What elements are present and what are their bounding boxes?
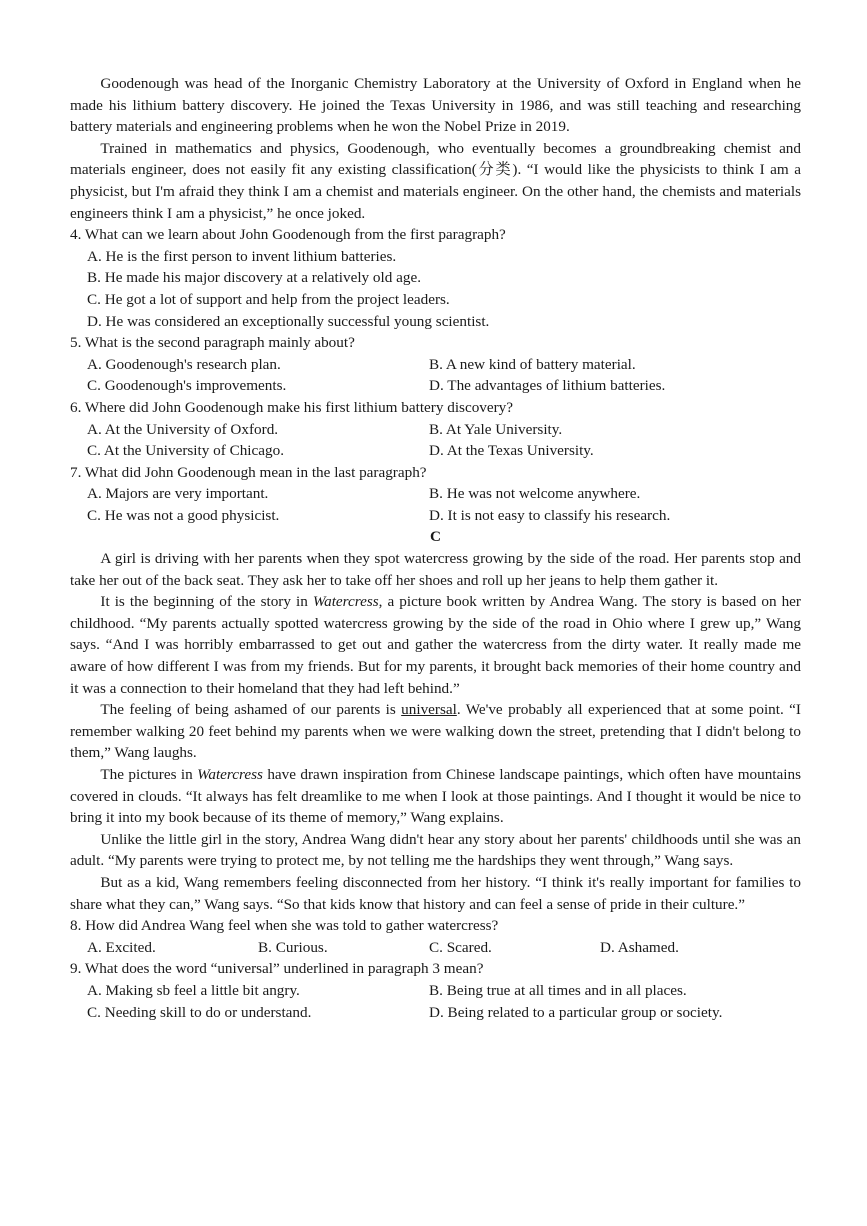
question-5-option-c[interactable]: C. Goodenough's improvements. bbox=[87, 377, 287, 395]
question-4-stem: 4. What can we learn about John Goodenough from the first paragraph? bbox=[70, 226, 506, 244]
underlined-word-universal: universal bbox=[401, 701, 457, 719]
question-8-options-row bbox=[70, 937, 801, 959]
question-8-option-d[interactable]: D. Ashamed. bbox=[600, 938, 679, 956]
book-title: Watercress bbox=[312, 593, 379, 611]
question-6-option-d[interactable]: D. At the Texas University. bbox=[429, 442, 594, 460]
question-7-option-a[interactable]: A. Majors are very important. bbox=[87, 485, 269, 503]
question-5-stem: 5. What is the second paragraph mainly about? bbox=[70, 334, 355, 352]
passage-c-paragraph-4 bbox=[70, 764, 801, 829]
question-7-option-b[interactable]: B. He was not welcome anywhere. bbox=[429, 485, 641, 503]
passage-c-paragraph-2 bbox=[70, 591, 801, 699]
question-8-option-a[interactable]: A. Excited. bbox=[87, 938, 156, 956]
passage-c-p2-text-a: It is the beginning of the story in bbox=[100, 593, 313, 611]
question-8-option-b[interactable]: B. Curious. bbox=[258, 938, 328, 956]
question-9-options-row-2 bbox=[70, 1002, 801, 1024]
question-9-option-c[interactable]: C. Needing skill to do or understand. bbox=[87, 1003, 312, 1021]
passage-c-p4-text-b: have drawn inspiration from Chinese landscape paintings, which often have mountains covered in clouds. “It always has felt dreamlike to me when I look at those paintings. And I thought it would be nice to bring it into my book because of its theme of memory,” Wang explains. bbox=[70, 766, 801, 827]
question-6-option-a[interactable]: A. At the University of Oxford. bbox=[87, 420, 279, 438]
question-4-option-a[interactable]: A. He is the first person to invent lithium batteries. bbox=[87, 247, 397, 265]
question-4-option-d[interactable]: D. He was considered an exceptionally successful young scientist. bbox=[87, 312, 490, 330]
question-9-stem: 9. What does the word “universal” underlined in paragraph 3 mean? bbox=[70, 960, 484, 978]
question-6-option-b[interactable]: B. At Yale University. bbox=[429, 420, 563, 438]
question-5-option-b[interactable]: B. A new kind of battery material. bbox=[429, 355, 636, 373]
passage-c-p2-text-b: , a picture book written by Andrea Wang. The story is based on her childhood. “My parents actually spotted watercress growing by the side of the road in Ohio where I grew up,” Wang says. “And I was horribly embarrassed to get out and gather the watercress from the dirty water. It really made me aware of how different I was from my friends. But for my parents, it brought back memories of their home country and it was a connection to their homeland that they had left behind.” bbox=[70, 593, 801, 697]
passage-c-paragraph-3 bbox=[70, 699, 801, 764]
question-7-options-row-2 bbox=[70, 505, 801, 527]
question-7-options-row-1 bbox=[70, 483, 801, 505]
question-8-option-c[interactable]: C. Scared. bbox=[429, 938, 492, 956]
question-5-options-row-1 bbox=[70, 354, 801, 376]
exam-page bbox=[70, 73, 801, 1023]
passage-c-paragraph-5: Unlike the little girl in the story, Andrea Wang didn't hear any story about her parents' childhoods until she was an adult. “My parents were trying to protect me, by not telling me the hardships they went through,” Wang says. bbox=[70, 830, 801, 870]
passage-c-p4-text-a: The pictures in bbox=[100, 766, 198, 783]
section-c-heading: C bbox=[430, 528, 441, 546]
question-6-option-c[interactable]: C. At the University of Chicago. bbox=[87, 442, 284, 460]
passage-c-paragraph-6: But as a kid, Wang remembers feeling disconnected from her history. “I think it's really important for families to share what they can,” Wang says. “So that kids know that history and can feel a sense of pride in their culture.” bbox=[70, 873, 801, 913]
passage-b-paragraph-2: Trained in mathematics and physics, Goodenough, who eventually becomes a groundbreaking chemist and materials engineer, does not easily fit any existing classification(分类). “I would like the physicists to think I am a physicist, but I'm afraid they think I am a chemist and materials engineer. On the other hand, the chemists and materials engineers think I am a physicist,” he once joked. bbox=[70, 139, 801, 222]
question-5-options-row-2 bbox=[70, 375, 801, 397]
question-6-options-row-2 bbox=[70, 440, 801, 462]
passage-c-p3-text-a: The feeling of being ashamed of our parents is bbox=[100, 701, 402, 719]
passage-c-p3-text-b: . We've probably all experienced that at some point. “I remember walking 20 feet behind my parents when we were walking down the street, pretending that I didn't belong to them,” Wang laughs. bbox=[70, 701, 801, 762]
question-9-option-b[interactable]: B. Being true at all times and in all places. bbox=[429, 981, 687, 999]
question-7-stem: 7. What did John Goodenough mean in the last paragraph? bbox=[70, 463, 427, 481]
question-5-option-a[interactable]: A. Goodenough's research plan. bbox=[87, 355, 281, 373]
question-7-option-d[interactable]: D. It is not easy to classify his research. bbox=[429, 506, 671, 524]
question-9-option-a[interactable]: A. Making sb feel a little bit angry. bbox=[87, 981, 300, 999]
question-8-stem: 8. How did Andrea Wang feel when she was told to gather watercress? bbox=[70, 917, 499, 935]
question-4-option-b[interactable]: B. He made his major discovery at a relatively old age. bbox=[87, 269, 422, 287]
passage-c-paragraph-1: A girl is driving with her parents when they spot watercress growing by the side of the road. Her parents stop and take her out of the back seat. They ask her to take off her shoes and roll up her jeans to help them gather it. bbox=[70, 550, 801, 589]
book-title: Watercress bbox=[197, 766, 263, 783]
question-6-stem: 6. Where did John Goodenough make his first lithium battery discovery? bbox=[70, 398, 514, 416]
question-4-option-c[interactable]: C. He got a lot of support and help from the project leaders. bbox=[87, 290, 450, 308]
question-9-options-row-1 bbox=[70, 980, 801, 1002]
question-6-options-row-1 bbox=[70, 419, 801, 441]
question-7-option-c[interactable]: C. He was not a good physicist. bbox=[87, 506, 280, 524]
question-5-option-d[interactable]: D. The advantages of lithium batteries. bbox=[429, 377, 666, 395]
question-9-option-d[interactable]: D. Being related to a particular group or society. bbox=[429, 1003, 723, 1021]
passage-b-paragraph-1: Goodenough was head of the Inorganic Chemistry Laboratory at the University of Oxford in England when he made his lithium battery discovery. He joined the Texas University in 1986, and was still teaching and researching battery materials and engineering problems when he won the Nobel Prize in 2019. bbox=[70, 75, 801, 136]
